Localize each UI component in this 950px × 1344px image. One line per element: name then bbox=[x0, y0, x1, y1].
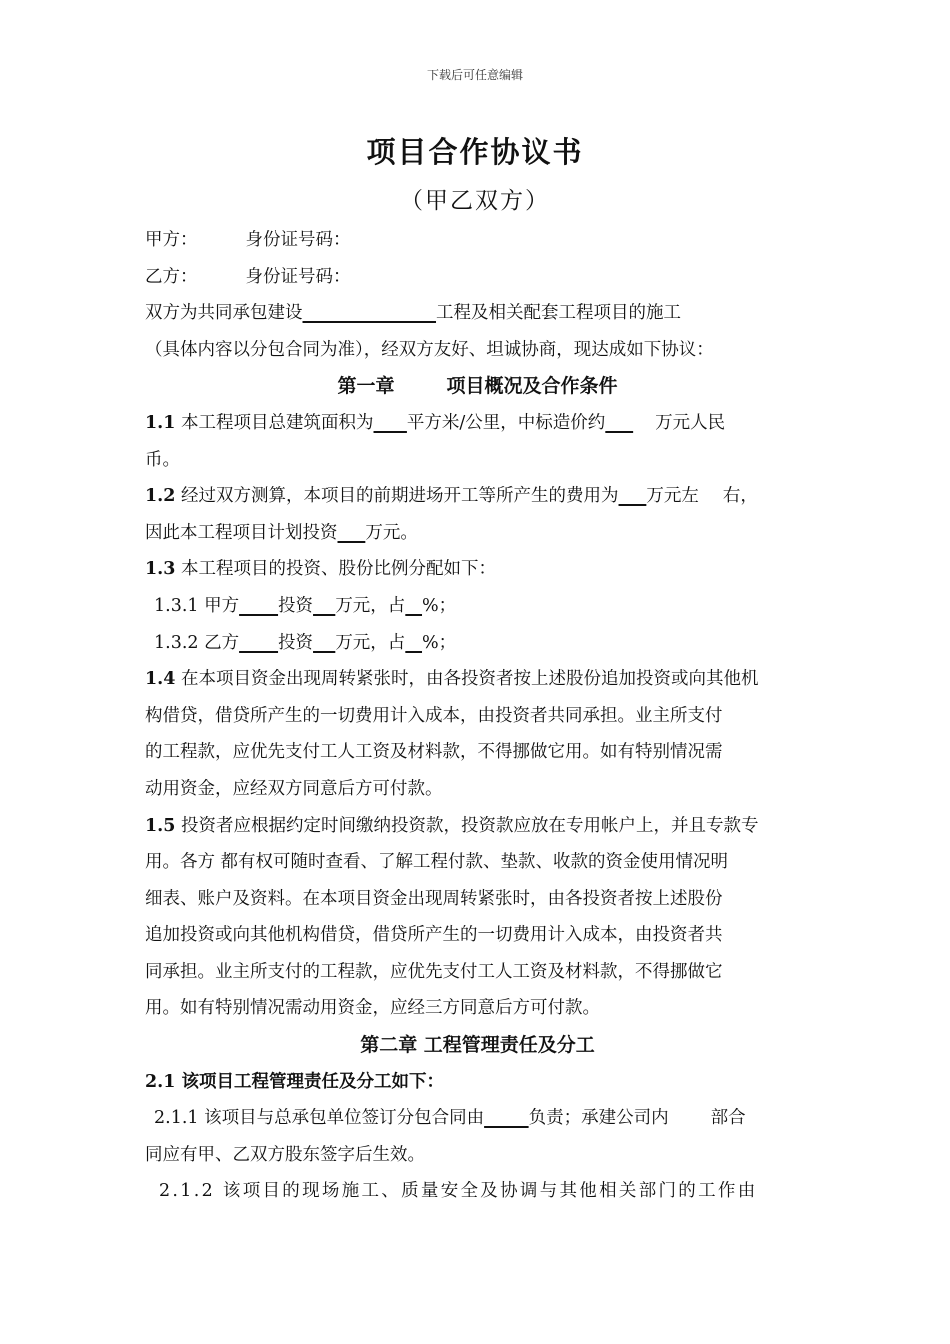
intro-text: （具体内容以分包合同为准），经双方友好、坦诚协商，现达成如下协议： bbox=[145, 339, 714, 360]
party-a-id-label: 身份证号码： bbox=[245, 230, 351, 250]
header-note: 下载后可任意编辑 bbox=[426, 68, 523, 82]
chapter-1-heading bbox=[145, 368, 810, 405]
party-a-line bbox=[145, 222, 810, 259]
party-b-line bbox=[145, 259, 810, 296]
party-b-name-blank bbox=[239, 633, 278, 653]
clause-text: 在本项目资金出现周转紧张时，由各投资者按上述股份追加投资或向其他机 bbox=[175, 669, 759, 690]
clause-number: 1.5 bbox=[145, 815, 176, 836]
clause-2-1-2: 2.1.2 该项目的现场施工、质量安全及协调与其他相关部门的工作由 bbox=[159, 1181, 758, 1202]
clause-text: 万元，占 bbox=[335, 595, 406, 616]
clause-1-5-line-1 bbox=[145, 808, 810, 845]
clause-1-4-line-4: 动用资金，应经双方同意后方可付款。 bbox=[145, 778, 443, 799]
clause-text: 万元人民 bbox=[655, 412, 726, 433]
clause-text: 2.1.1 该项目与总承包单位签订分包合同由 bbox=[154, 1108, 485, 1129]
clause-number: 1.3 bbox=[145, 559, 176, 580]
chapter-title: 项目概况及合作条件 bbox=[446, 375, 618, 398]
clause-text: 万元，占 bbox=[335, 632, 406, 653]
clause-text: 万元。 bbox=[365, 522, 418, 543]
clause-text: 平方米/公里，中标造价约 bbox=[406, 412, 606, 433]
chapter-2-heading: 第二章 工程管理责任及分工 bbox=[360, 1034, 595, 1057]
clause-number: 1.4 bbox=[145, 669, 176, 690]
clause-2-1: 2.1 该项目工程管理责任及分工如下： bbox=[145, 1071, 445, 1092]
clause-1-4-line-1 bbox=[145, 661, 810, 698]
intro-text: 双方为共同承包建设 bbox=[145, 303, 303, 324]
clause-text: 本工程项目的投资、股份比例分配如下： bbox=[175, 559, 497, 580]
clause-1-4-line-3: 的工程款，应优先支付工人工资及材料款，不得挪做它用。如有特别情况需 bbox=[145, 742, 723, 763]
investment-blank bbox=[338, 523, 366, 543]
clause-text: 经过双方测算，本项目的前期进场开工等所产生的费用为 bbox=[175, 486, 619, 507]
clause-1-5-line-2: 用。各方 都有权可随时查看、了解工程付款、垫款、收款的资金使用情况明 bbox=[145, 852, 729, 873]
area-blank bbox=[374, 413, 407, 433]
clause-1-5-line-5: 同承担。业主所支付的工程款，应优先支付工人工资及材料款，不得挪做它 bbox=[145, 961, 723, 982]
clause-text: 右， bbox=[722, 486, 758, 507]
intro-line-1 bbox=[145, 295, 810, 332]
sub-clause-label: 1.3.1 甲方 bbox=[154, 595, 240, 616]
clause-text: 投资 bbox=[278, 632, 314, 653]
clause-1-4-line-2: 构借贷，借贷所产生的一切费用计入成本，由投资者共同承担。业主所支付 bbox=[145, 705, 723, 726]
clause-text: 投资者应根据约定时间缴纳投资款，投资款应放在专用帐户上，并且专款专 bbox=[175, 815, 759, 836]
document-title: 项目合作协议书 bbox=[366, 135, 584, 169]
clause-1-5-line-4: 追加投资或向其他机构借贷，借贷所产生的一切费用计入成本，由投资者共 bbox=[145, 925, 723, 946]
project-name-blank bbox=[303, 303, 437, 323]
clause-text: %； bbox=[422, 595, 457, 616]
party-b-id-label: 身份证号码： bbox=[245, 266, 351, 287]
clause-1-3-1 bbox=[145, 588, 810, 625]
clause-1-1-line-1 bbox=[145, 405, 810, 442]
clause-text: 因此本工程项目计划投资 bbox=[145, 522, 338, 543]
sub-clause-label: 1.3.2 乙方 bbox=[154, 632, 240, 653]
intro-text: 工程及相关配套工程项目的施工 bbox=[436, 303, 682, 324]
clause-1-5-line-3: 细表、账户及资料。在本项目资金出现周转紧张时，由各投资者按上述股份 bbox=[145, 888, 723, 909]
chapter-number: 第一章 bbox=[337, 375, 395, 398]
clause-1-2-line-2 bbox=[145, 515, 810, 552]
clause-text: 负责；承建公司内 bbox=[528, 1108, 669, 1129]
responsible-party-blank bbox=[484, 1108, 529, 1128]
clause-text: %； bbox=[422, 632, 457, 653]
cost-blank bbox=[619, 486, 647, 506]
party-b-label: 乙方： bbox=[145, 266, 198, 287]
party-a-percent-blank bbox=[405, 596, 422, 616]
clause-1-1-line-2 bbox=[145, 442, 810, 479]
party-a-label: 甲方： bbox=[145, 230, 198, 250]
price-blank bbox=[605, 413, 633, 433]
clause-text: 本工程项目总建筑面积为 bbox=[175, 412, 374, 433]
document-subtitle: （甲乙双方） bbox=[400, 188, 550, 214]
party-b-percent-blank bbox=[405, 633, 422, 653]
clause-text: 投资 bbox=[278, 595, 314, 616]
party-b-amount-blank bbox=[313, 633, 335, 653]
party-a-amount-blank bbox=[313, 596, 335, 616]
clause-number: 1.2 bbox=[145, 486, 176, 507]
document-body bbox=[145, 222, 810, 1210]
clause-1-2-line-1 bbox=[145, 478, 810, 515]
intro-line-2 bbox=[145, 332, 810, 369]
clause-1-3 bbox=[145, 551, 810, 588]
clause-1-3-2 bbox=[145, 625, 810, 662]
clause-number: 1.1 bbox=[145, 412, 176, 433]
party-a-name-blank bbox=[239, 596, 278, 616]
clause-text: 部合 bbox=[710, 1108, 746, 1129]
clause-text: 万元左 bbox=[646, 486, 699, 507]
clause-1-5-line-6: 用。如有特别情况需动用资金，应经三方同意后方可付款。 bbox=[145, 998, 600, 1019]
clause-2-1-1-line-1 bbox=[145, 1100, 810, 1137]
clause-text: 币。 bbox=[145, 449, 180, 470]
clause-2-1-1-line-2: 同应有甲、乙双方股东签字后生效。 bbox=[145, 1144, 425, 1165]
